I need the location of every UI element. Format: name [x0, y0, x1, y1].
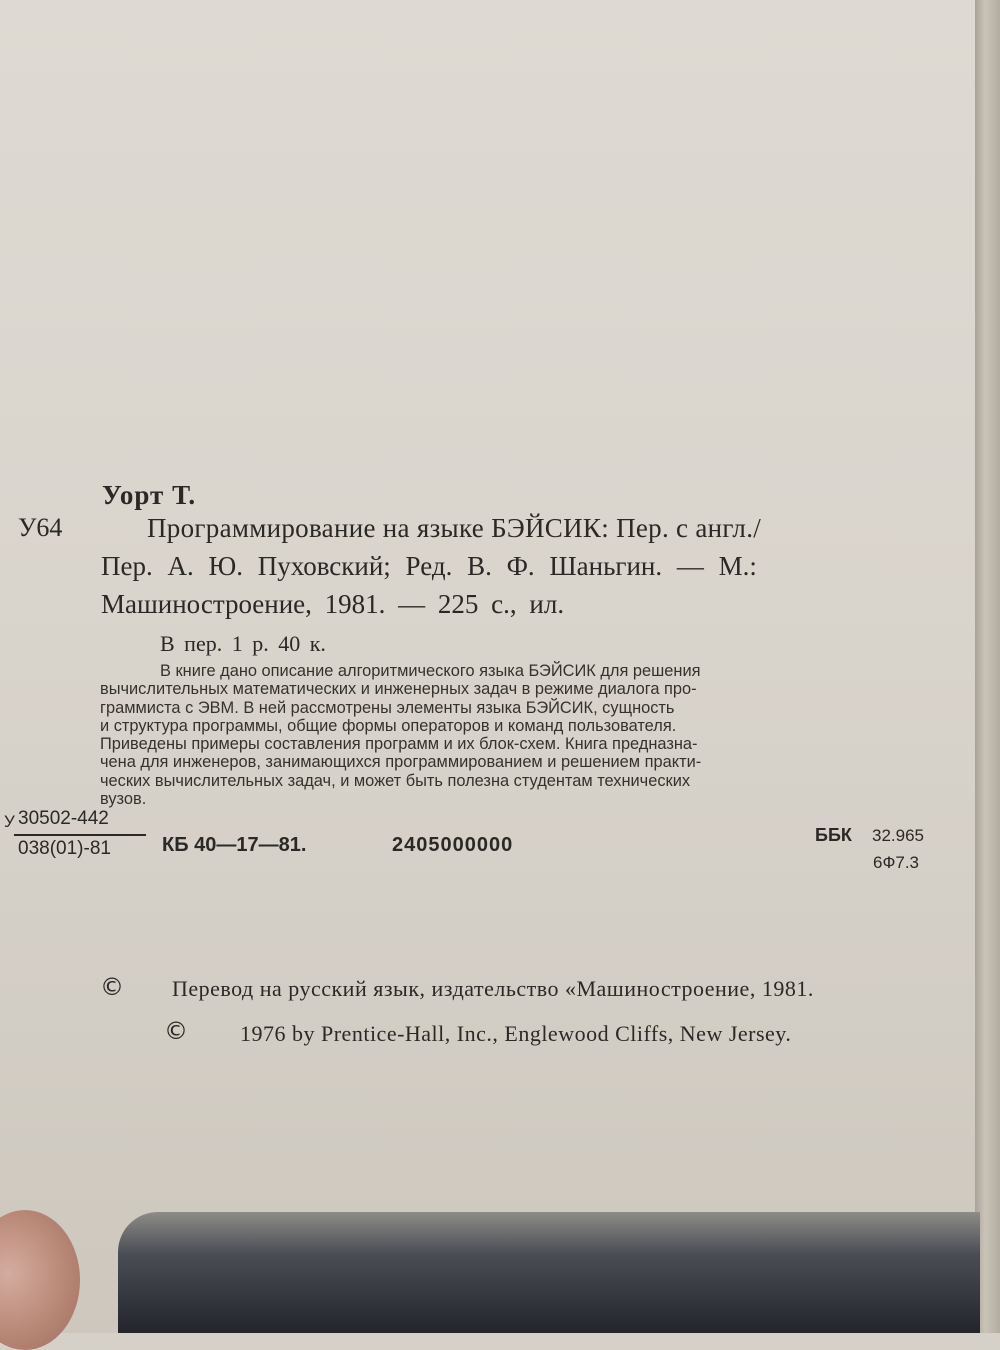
abstract-line: граммиста с ЭВМ. В ней рассмотрены элементы языка БЭЙСИК, сущность: [100, 698, 675, 717]
title-line-3: Машиностроение, 1981. — 225 с., ил.: [101, 589, 565, 619]
abstract-line: вычислительных математических и инженерных задач в режиме диалога про-: [100, 680, 697, 699]
kb-code: КБ 40—17—81.: [162, 834, 307, 856]
price: В пер. 1 р. 40 к.: [160, 631, 326, 656]
abstract-line: ческих вычислительных задач, и может быть полезна студентам технических: [100, 771, 691, 790]
index-denominator: 038(01)-81: [18, 838, 111, 859]
copyright-original: 1976 by Prentice-Hall, Inc., Englewood Cliffs, New Jersey.: [240, 1021, 792, 1046]
page-edge: [975, 0, 1000, 1333]
index-numerator: 30502-442: [18, 808, 109, 829]
copyright-translation: Перевод на русский язык, издательство «Машиностроение, 1981.: [172, 976, 814, 1001]
copyright-symbol: ©: [164, 1017, 188, 1045]
bbk-value: 32.965: [872, 826, 924, 845]
abstract: [100, 662, 960, 808]
bbk-label: ББК: [815, 825, 852, 845]
abstract-line: вузов.: [100, 790, 147, 809]
title-line-1: Программирование на языке БЭЙСИК: Пер. с англ./: [147, 513, 762, 543]
abstract-line: В книге дано описание алгоритмического языка БЭЙСИК для решения: [160, 662, 701, 680]
bbk-code: 6Ф7.3: [873, 853, 920, 872]
book-cover-edge: [118, 1212, 980, 1333]
abstract-line: чена для инженеров, занимающихся программированием и решением практи-: [100, 753, 702, 772]
fraction-bar: [14, 834, 146, 836]
title-line-2: Пер. А. Ю. Пуховский; Ред. В. Ф. Шаньгин. — М.:: [101, 551, 757, 581]
isbn-number: 2405000000: [392, 834, 514, 856]
index-letter: У: [4, 812, 15, 831]
author-name: Уорт Т.: [102, 480, 197, 510]
copyright-symbol: ©: [100, 973, 124, 1001]
abstract-line: и структура программы, общие формы операторов и команд пользователя.: [100, 716, 677, 735]
abstract-line: Приведены примеры составления программ и их блок-схем. Книга предназна-: [100, 735, 698, 754]
library-code: У64: [18, 513, 63, 542]
